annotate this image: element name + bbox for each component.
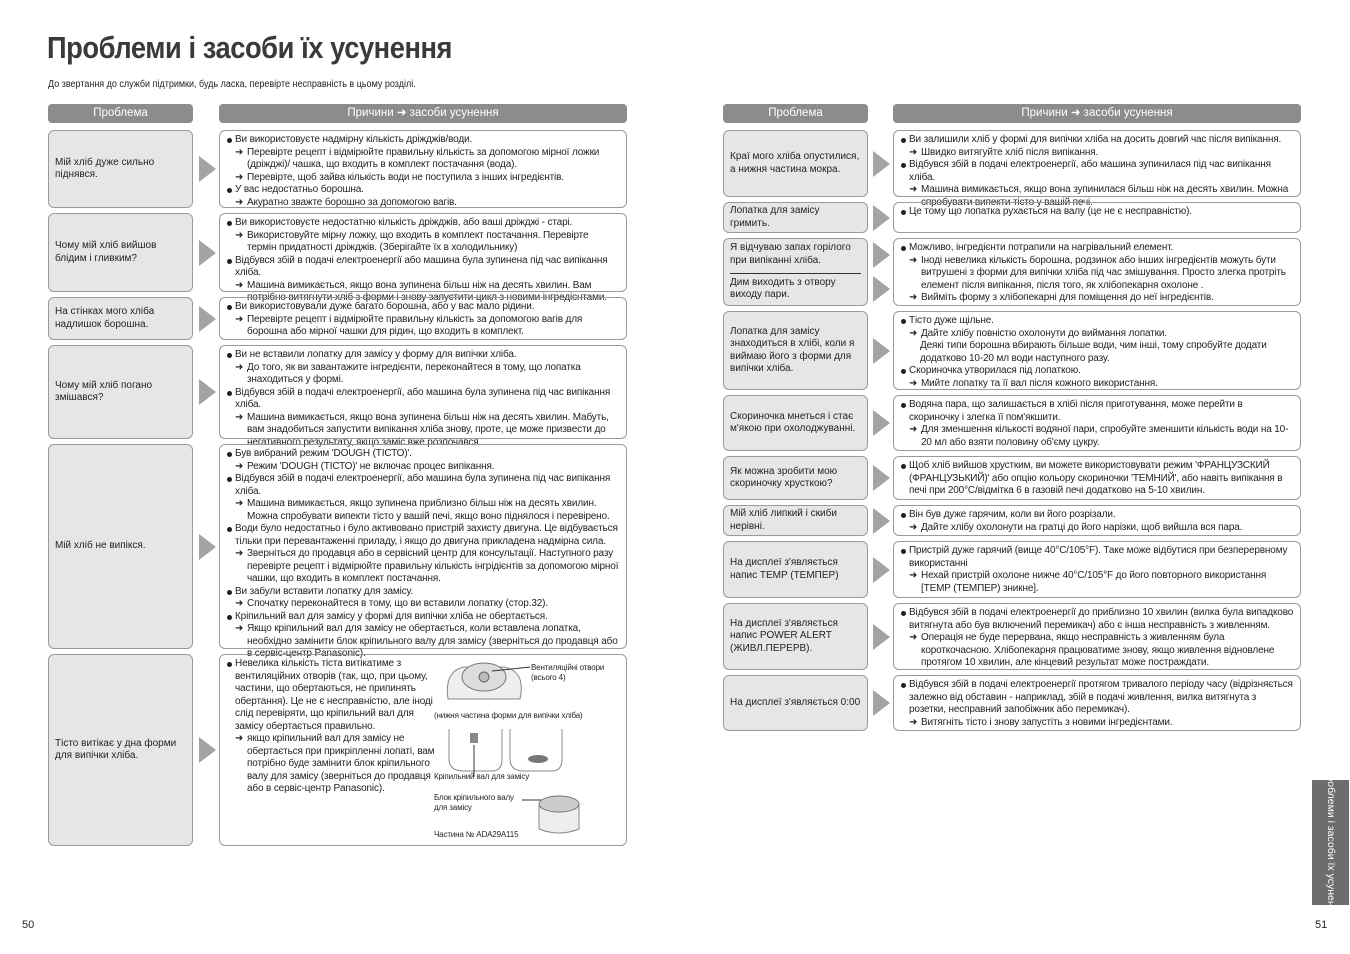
remedy-item — [900, 378, 1294, 391]
remedy-text: Зверніться до продавця або в сервісний центр для консультації. Наступного разу перевірте рецепт і відмірюйте правильну кількість інгрідієнтів за допомогою мірної чашки, що входить в комплект постачання. — [247, 548, 619, 584]
solution-cell — [893, 238, 1301, 306]
cause-bullet: Пристрій дуже гарячий (вище 40°C/105°F). Таке може відбутися при безперервному використанні — [900, 545, 1294, 570]
header-problem: Проблема — [48, 104, 193, 123]
problem-cell — [48, 297, 193, 340]
problem-text: Мій хліб дуже сильно піднявся. — [55, 156, 155, 180]
remedy-text: Машина вимикається, якщо вона зупинена більш ніж на десять хвилин. Вам потрібно витягнути хліб з форми і знову запустити цикл з новими інгредієнтами. — [247, 279, 607, 303]
remedy-item — [900, 632, 1294, 670]
arrow-column — [197, 213, 217, 292]
page-title: Проблеми і засоби їх усунення — [47, 30, 453, 65]
trouble-row — [48, 444, 627, 659]
remedy-text: Іноді невелика кількість борошна, родзинок або інших інгредієнтів можуть бути витрушені з форми для випічки хліба під час змішування. Просто злегка протріть елемент після випікання, після того, як хлібопекарня охолоне . — [921, 254, 1286, 291]
cause-bullet: Ви використовуєте надмірну кількість дріжджів/води. — [226, 134, 620, 147]
arrow-icon: ➜ — [235, 361, 244, 373]
cause-bullet: Ви забули вставити лопатку для замісу. — [226, 586, 620, 599]
arrow-icon: ➜ — [235, 146, 244, 158]
remedy-item — [226, 172, 620, 185]
vents-label: Вентиляційні отвори (всього 4) — [531, 663, 605, 682]
cause-bullet: Тісто дуже щільне. — [900, 315, 1294, 328]
trouble-row — [723, 603, 1301, 670]
side-tab-label: Проблеми і засоби їх усунення — [1324, 767, 1337, 918]
trouble-row — [723, 505, 1301, 536]
problem-text: Чому мій хліб погано змішався? — [55, 379, 153, 403]
cause-bullet: Відбувся збій в подачі електроенергії або машина була зупинена під час випікання хліба. — [226, 255, 620, 280]
arrow-column — [871, 395, 891, 451]
remedy-text: Використовуйте мірну ложку, що входить в комплект постачання. Перевірте термін придатності дріжджів. (Зберігайте їх в холодильнику) — [247, 229, 589, 253]
arrow-column — [871, 603, 891, 670]
cause-bullet: Можливо, інгредієнти потрапили на нагрівальний елемент. — [900, 242, 1294, 255]
remedy-text: Нехай пристрій охолоне нижче 40°C/105°F до його повторного використання [TEMP (ТЕМПЕР) зникне]. — [921, 570, 1267, 594]
cause-bullet: Відбувся збій в подачі електроенергії до приблизно 10 хвилин (вилка була випадково витягнута або був включений перемикач) або є інша несправність з живленням. — [900, 607, 1294, 632]
problem-text: Тісто витікає у дна форми для випічки хліба. — [55, 737, 177, 761]
solution-cell — [893, 675, 1301, 731]
arrow-icon: ➜ — [235, 171, 244, 183]
triangle-arrow-icon — [873, 410, 890, 436]
arrow-icon: ➜ — [909, 377, 918, 389]
remedy-item — [226, 548, 620, 586]
arrow-column — [871, 311, 891, 390]
problem-cell — [723, 603, 868, 670]
arrow-icon: ➜ — [909, 716, 918, 728]
triangle-arrow-icon — [873, 690, 890, 716]
solution-cell — [893, 395, 1301, 451]
page-subtitle: До звертання до служби підтримки, будь ласка, перевірте несправність в цьому розділі. — [48, 79, 416, 90]
header-causes: Причини ➜ засоби усунення — [219, 104, 627, 123]
remedy-item — [226, 197, 620, 210]
problem-text: Я відчуваю запах горілого при випіканні хліба. — [730, 242, 851, 266]
remedy-item — [900, 424, 1294, 449]
solution-cell — [219, 444, 627, 659]
bread-pan-figure — [434, 659, 624, 839]
arrow-icon: ➜ — [909, 632, 918, 643]
remedy-item — [900, 522, 1294, 535]
remedy-text: Дайте хлібу охолонути на гратці до його нарізки, щоб вийшла вся пара. — [921, 521, 1243, 533]
problem-cell — [723, 456, 868, 500]
arrow-icon: ➜ — [909, 146, 918, 158]
triangle-arrow-icon — [199, 534, 216, 560]
problem-text: Чому мій хліб вийшов блідим і гливким? — [55, 240, 157, 264]
remedy-item — [226, 461, 620, 474]
problem-text: Лопатка для замісу знаходиться в хлібі, коли я виймаю його з форми для випічки хліба. — [730, 325, 855, 374]
shaft-unit-label: Блок кріпильного валу для замісу — [434, 793, 514, 812]
trouble-row — [48, 213, 627, 303]
remedy-text: Перевірте рецепт і відмірюйте правильну кількість за допомогою мірної ложки (дріжджі)/ чашка, що входить в комплект постачання (вода). — [247, 146, 600, 170]
cause-bullet: Відбувся збій в подачі електроенергії, або машина була зупинена під час випікання хліба. — [226, 473, 620, 498]
problem-text: Мій хліб не випікся. — [55, 540, 146, 552]
remedy-text: Якщо кріпильний вал для замісу не обертається, коли вставлена лопатка, необхідно замінити блок кріпильного валу для замісу (зверніться до продавця або в сервіс-центр Panasonic). — [247, 623, 618, 659]
problem-text: Мій хліб липкий і скиби нерівні. — [730, 508, 837, 532]
arrow-icon: ➜ — [909, 521, 918, 533]
solution-cell — [893, 202, 1301, 233]
remedy-item — [900, 570, 1294, 595]
problem-cell — [723, 238, 868, 306]
remedy-text: Дайте хлібу повністю охолонути до виймання лопатки. — [921, 327, 1167, 339]
page-number-right: 51 — [1315, 919, 1328, 931]
arrow-icon: ➜ — [235, 411, 244, 423]
remedy-item — [226, 147, 620, 172]
page-number-left: 50 — [22, 919, 35, 931]
problem-cell — [48, 345, 193, 439]
arrow-column — [197, 297, 217, 340]
header-causes: Причини ➜ засоби усунення — [893, 104, 1301, 123]
remedy-item — [900, 255, 1294, 293]
remedy-item — [900, 292, 1294, 305]
triangle-arrow-icon — [873, 508, 890, 534]
remedy-text: Режим 'DOUGH (ТІСТО)' не включає процес випікання. — [247, 460, 495, 472]
problem-cell — [48, 654, 193, 846]
problem-cell — [723, 505, 868, 536]
arrow-column — [871, 456, 891, 500]
part-number-label: Частина № ADA29A115 — [434, 830, 519, 839]
remedy-text: Для зменшення кількості водяної пари, спробуйте зменшити кількість води на 10-20 мл або взяти половину об'єму цукру. — [921, 424, 1289, 448]
remedy-item — [226, 733, 447, 796]
arrow-icon: ➜ — [235, 548, 244, 559]
solution-cell — [893, 505, 1301, 536]
arrow-icon: ➜ — [235, 598, 244, 609]
cause-bullet: Це тому що лопатка рухається на валу (це не є несправністю). — [900, 206, 1294, 219]
remedy-text: якщо кріпильний вал для замісу не обертається при прикріпленні лопаті, вам потрібно буде замінити блок кріпильного валу для замісу (зверніться до продавця або в сервіс-центр Panasonic). — [247, 733, 435, 794]
trouble-row — [723, 130, 1301, 208]
remedy-text: Машина вимикається, якщо вона зупинена більш ніж на десять хвилин. Мабуть, вам знадобиться запустити випікання хліба знову, проте, це може призвести до негативного результату, якщо заміс вже розпочався. — [247, 411, 609, 448]
arrow-icon: ➜ — [235, 229, 244, 241]
remedy-note: Деякі типи борошна вбирають більше води, чим інші, тому спробуйте додати додатково 10-20 мл води наступного разу. — [920, 340, 1267, 364]
solution-cell — [219, 130, 627, 208]
problem-text: Лопатка для замісу гримить. — [730, 205, 820, 229]
arrow-column — [871, 130, 891, 197]
cause-bullet: Відбувся збій в подачі електроенергії, або машина зупинилася під час випікання хліба. — [900, 159, 1294, 184]
problem-cell — [48, 444, 193, 649]
remedy-text: Спочатку переконайтеся в тому, що ви вставили лопатку (стор.32). — [247, 598, 548, 609]
solution-cell — [219, 654, 627, 846]
remedy-item — [900, 147, 1294, 160]
triangle-arrow-icon — [199, 156, 216, 182]
arrow-column — [197, 130, 217, 208]
solution-cell — [893, 456, 1301, 500]
pan-bottom-label: (нижня частина форми для випічки хліба) — [434, 711, 583, 720]
cause-bullet: Невелика кількість тіста витікатиме з вентиляційних отворів (так, що, при цьому, частини, що обертаються, не припинять обертання). Це не є несправністю, але іноді слід перевіряти, що кріпильний вал для замісу обертається правильно. — [226, 658, 435, 733]
problem-text: На дисплеї з'являється напис TEMP (ТЕМПЕР) — [730, 557, 839, 581]
solution-cell — [219, 345, 627, 448]
problem-cell — [48, 213, 193, 292]
solution-cell — [893, 130, 1301, 208]
remedy-text: Перевірте рецепт і відмірюйте правильну кількість за допомогою вагів для борошна або мірної чашки для рідин, що входить в комплект. — [247, 313, 583, 337]
problem-text: На дисплеї з'являється напис POWER ALERT (ЖИВЛ.ПЕРЕРВ). — [730, 617, 838, 654]
remedy-item — [900, 717, 1294, 730]
section-side-tab — [1312, 767, 1349, 918]
problem-cell — [723, 675, 868, 731]
trouble-row — [723, 238, 1301, 306]
remedy-text: Акуратно зважте борошно за допомогою вагів. — [247, 196, 457, 208]
cause-bullet: Ви використовували дуже багато борошна, або у вас мало рідини. — [226, 301, 620, 314]
arrow-icon: ➜ — [235, 623, 244, 634]
remedy-item — [226, 314, 620, 339]
problem-cell — [723, 395, 868, 451]
trouble-row — [723, 541, 1301, 598]
arrow-column — [197, 654, 217, 846]
problem-text: Скориночка мнеться і стає м'якою при охолоджуванні. — [730, 410, 856, 434]
trouble-row — [48, 297, 627, 340]
trouble-row — [48, 130, 627, 208]
arrow-column — [871, 541, 891, 598]
remedy-item — [226, 598, 620, 611]
arrow-column — [871, 238, 891, 306]
arrow-icon: ➜ — [909, 424, 918, 435]
remedy-item — [226, 498, 620, 523]
triangle-arrow-icon — [873, 205, 890, 231]
cause-bullet: Щоб хліб вийшов хрустким, ви можете використовувати режим 'ФРАНЦУЗСКИЙ (ФРАНЦУЗЬКИЙ)' або опцію кольору скориночки 'ТЕМНИЙ', або навіть випікання в печі при 200°C/відмітка 6 в газовій печі додатково на 5-10 хвилин. — [900, 460, 1294, 498]
trouble-row — [723, 202, 1301, 233]
trouble-row — [723, 456, 1301, 500]
remedy-item — [900, 328, 1294, 341]
triangle-arrow-icon — [873, 557, 890, 583]
arrow-icon: ➜ — [909, 292, 918, 303]
problem-cell — [723, 202, 868, 233]
right-rows — [723, 130, 1301, 736]
problem-text: Як можна зробити мою скориночку хрусткою? — [730, 465, 838, 489]
trouble-row — [723, 675, 1301, 731]
problem-text: Краї мого хліба опустилися, а нижня частина мокра. — [730, 151, 860, 175]
remedy-text: До того, як ви завантажите інгредієнти, переконайтеся в тому, що лопатка знаходиться у формі. — [247, 361, 581, 385]
remedy-text: Машина вимикається, якщо зупинена приблизно більш ніж на десять хвилин. Можна спробувати випекти тісто у вашій печі, якщо воно піднялося і перевірено. — [247, 498, 610, 522]
left-table — [48, 104, 627, 839]
arrow-icon: ➜ — [909, 254, 918, 266]
trouble-row — [48, 654, 627, 846]
triangle-arrow-icon — [873, 465, 890, 491]
triangle-arrow-icon — [873, 151, 890, 177]
remedy-text: Швидко витягуйте хліб після випікання. — [921, 146, 1099, 158]
cause-bullet: Скориночка утворилася під лопаткою. — [900, 365, 1294, 378]
remedy-item — [226, 230, 620, 255]
arrow-column — [197, 345, 217, 439]
triangle-arrow-icon — [873, 242, 890, 268]
cause-bullet: Води було недостатньо і було активовано пристрій захисту двигуна. Це відбувається тільки при перевантаженні приладу, і якщо до двигуна прикладена надмірна сила. — [226, 523, 620, 548]
triangle-arrow-icon — [199, 240, 216, 266]
solution-cell — [893, 603, 1301, 670]
remedy-text: Машина вимикається, якщо вона зупинилася більш ніж на десять хвилин. Можна спробувати випекти тісто у вашій печі. — [921, 184, 1289, 208]
cause-bullet: Кріпильний вал для замісу у формі для випічки хліба не обертається. — [226, 611, 620, 624]
problem-cell — [48, 130, 193, 208]
trouble-row — [48, 345, 627, 448]
problem-cell — [723, 541, 868, 598]
cause-bullet: Ви залишили хліб у формі для випічки хліба на досить довгий час після випікання. — [900, 134, 1294, 147]
triangle-arrow-icon — [873, 276, 890, 302]
triangle-arrow-icon — [873, 338, 890, 364]
solution-cell — [219, 213, 627, 303]
header-problem: Проблема — [723, 104, 868, 123]
cause-bullet: Ви не вставили лопатку для замісу у форму для випічки хліба. — [226, 349, 620, 362]
remedy-text: Витягніть тісто і знову запустіть з новими інгредієнтами. — [921, 716, 1173, 728]
cause-bullet: Ви використовуєте недостатню кількість дріжджів, або ваші дріжджі - старі. — [226, 217, 620, 230]
triangle-arrow-icon — [199, 379, 216, 405]
trouble-row — [723, 311, 1301, 390]
arrow-column — [871, 505, 891, 536]
problem-text: На стінках мого хліба надлишок борошна. — [55, 306, 155, 330]
arrow-icon: ➜ — [235, 498, 244, 509]
triangle-arrow-icon — [199, 737, 216, 763]
arrow-icon: ➜ — [235, 733, 244, 744]
arrow-column — [871, 675, 891, 731]
problem-cell — [723, 311, 868, 390]
left-rows — [48, 130, 627, 851]
solution-cell — [893, 311, 1301, 390]
triangle-arrow-icon — [873, 624, 890, 650]
cause-bullet: Відбувся збій в подачі електроенергії, або машина була зупинена під час випікання хліба. — [226, 387, 620, 412]
shaft-label: Кріпильний вал для замісу — [434, 772, 530, 781]
right-table — [723, 104, 1301, 728]
arrow-column — [871, 202, 891, 233]
arrow-icon: ➜ — [909, 184, 918, 195]
problem-text: Дим виходить з отвору виходу пари. — [730, 273, 861, 306]
arrow-icon: ➜ — [235, 279, 244, 291]
problem-cell — [723, 130, 868, 197]
triangle-arrow-icon — [199, 306, 216, 332]
arrow-icon: ➜ — [909, 570, 918, 581]
arrow-icon: ➜ — [235, 196, 244, 208]
remedy-text: Вийміть форму з хлібопекарні для поміщення до неї інгредієнтів. — [921, 292, 1214, 303]
remedy-text: Перевірте, щоб зайва кількість води не поступила з інших інгредієнтів. — [247, 171, 564, 183]
cause-bullet: У вас недостатньо борошна. — [226, 184, 620, 197]
cause-bullet: Відбувся збій в подачі електроенергії протягом тривалого періоду часу (відрізняється залежно від обставин - наприклад, збій в подачі живлення, вилка витягнута з розетки, несправний запобіжник або перемикач). — [900, 679, 1294, 717]
cause-bullet: Він був дуже гарячим, коли ви його розрізали. — [900, 509, 1294, 522]
arrow-column — [197, 444, 217, 649]
arrow-icon: ➜ — [235, 460, 244, 472]
cause-bullet: Був вибраний режим 'DOUGH (ТІСТО)'. — [226, 448, 620, 461]
solution-cell — [219, 297, 627, 340]
problem-text: На дисплеї з'являється 0:00 — [730, 696, 861, 708]
arrow-icon: ➜ — [909, 327, 918, 339]
solution-cell — [893, 541, 1301, 598]
remedy-text: Операція не буде перервана, якщо несправність з живленням була короткочасною. Хлібопекарня працюватиме знову, якщо живлення відновлене протягом 10 хвилин, але кінцевий результат може постраждати. — [921, 632, 1275, 668]
arrow-icon: ➜ — [235, 313, 244, 325]
trouble-row — [723, 395, 1301, 451]
remedy-item — [226, 362, 620, 387]
cause-bullet: Водяна пара, що залишається в хлібі після приготування, може перейти в скориночку і злегка її пом'якшити. — [900, 399, 1294, 424]
remedy-text: Мийте лопатку та її вал після кожного використання. — [921, 377, 1158, 389]
